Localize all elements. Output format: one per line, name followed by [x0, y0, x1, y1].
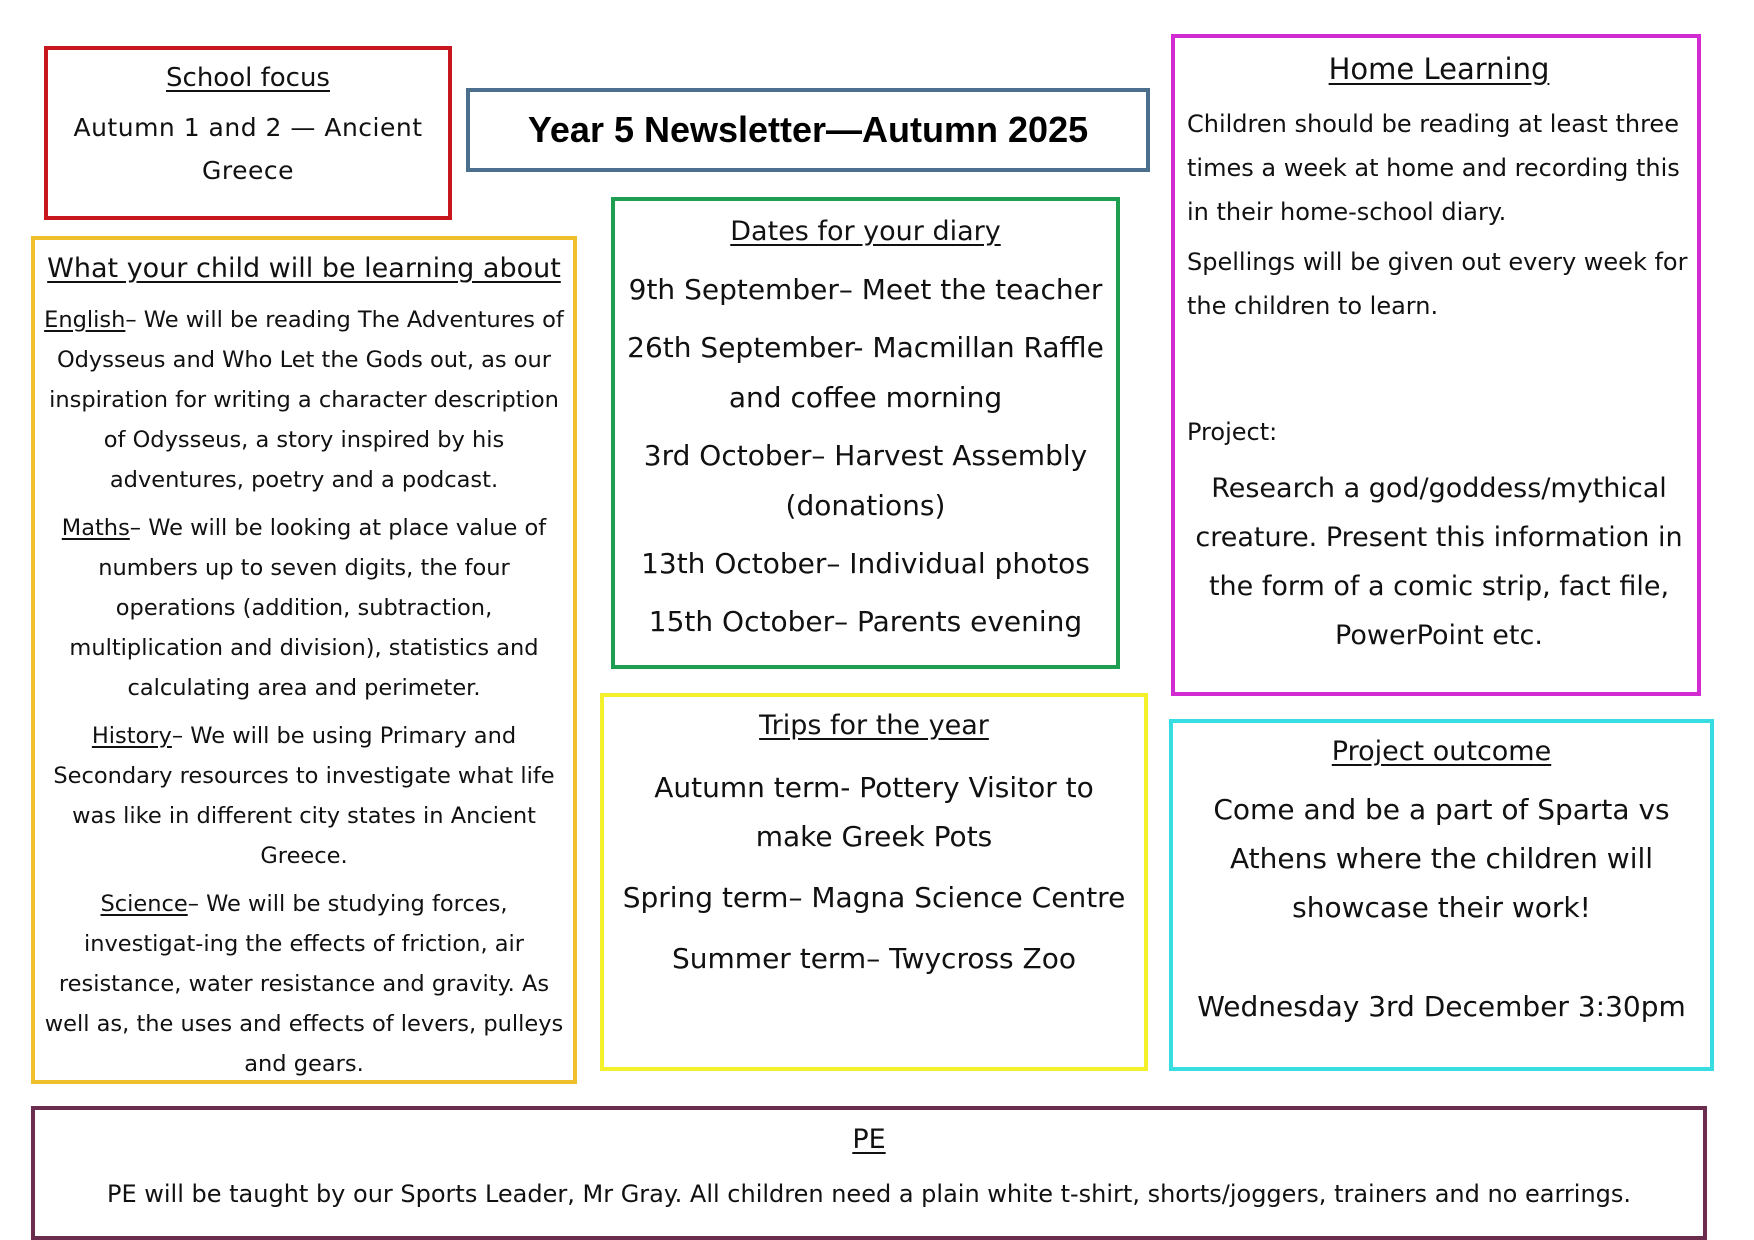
- subject-history: History: [91, 723, 172, 749]
- newsletter-title: Year 5 Newsletter—Autumn 2025: [527, 109, 1089, 150]
- learning-science: [41, 884, 567, 1084]
- subject-maths: Maths: [61, 515, 130, 541]
- trip-item: Summer term– Twycross Zoo: [672, 942, 1076, 975]
- project-outcome-box: [1169, 719, 1714, 1071]
- subject-english: English: [44, 307, 126, 333]
- learning-maths: [41, 508, 567, 708]
- pe-text: PE will be taught by our Sports Leader, Mr Gray. All children need a plain white t-shirt, shorts/joggers, trainers and no earrings.: [106, 1180, 1632, 1208]
- dates-box: [611, 197, 1120, 669]
- subject-science: Science: [100, 891, 188, 917]
- trips-heading: Trips for the year: [759, 710, 989, 741]
- home-learning-reading: Children should be reading at least three times a week at home and recording this in their home-school diary.: [1187, 110, 1680, 226]
- date-item: 3rd October– Harvest Assembly (donations): [643, 439, 1088, 522]
- english-text: – We will be reading The Adventures of Odysseus and Who Let the Gods out, as our inspiration for writing a character description of Odysseus, a story inspired by his adventures, poetry and a podcast.: [49, 307, 564, 493]
- pe-box: [31, 1106, 1707, 1240]
- home-learning-box: [1171, 34, 1701, 696]
- science-text: – We will be studying forces, investigat-ing the effects of friction, air resistance, water resistance and gravity. As well as, the uses and effects of levers, pulleys and gears.: [44, 891, 564, 1077]
- learning-history: [41, 716, 567, 876]
- school-focus-text: Autumn 1 and 2 — Ancient Greece: [73, 113, 423, 185]
- dates-heading: Dates for your diary: [730, 216, 1001, 247]
- learning-box: [31, 236, 577, 1084]
- pe-heading: PE: [852, 1124, 886, 1155]
- learning-english: [41, 300, 567, 500]
- history-text: – We will be using Primary and Secondary resources to investigate what life was like in different city states in Ancient Greece.: [53, 723, 555, 869]
- home-learning-spellings: Spellings will be given out every week for the children to learn.: [1187, 248, 1688, 320]
- school-focus-heading: School focus: [166, 63, 330, 93]
- date-item: 26th September- Macmillan Raffle and coffee morning: [627, 331, 1104, 414]
- maths-text: – We will be looking at place value of numbers up to seven digits, the four operations (addition, subtraction, multiplication and division), statistics and calculating area and perimeter.: [69, 515, 547, 701]
- trips-box: [600, 693, 1148, 1071]
- date-item: 13th October– Individual photos: [641, 547, 1090, 580]
- project-outcome-date: Wednesday 3rd December 3:30pm: [1197, 990, 1686, 1023]
- learning-heading: What your child will be learning about: [47, 253, 561, 284]
- project-outcome-text: Come and be a part of Sparta vs Athens where the children will showcase their work!: [1213, 793, 1670, 924]
- school-focus-box: [44, 46, 452, 220]
- date-item: 15th October– Parents evening: [648, 605, 1083, 638]
- home-learning-heading: Home Learning: [1328, 52, 1550, 86]
- trip-item: Autumn term- Pottery Visitor to make Greek Pots: [654, 771, 1094, 853]
- date-item: 9th September– Meet the teacher: [628, 273, 1103, 306]
- home-learning-project: Research a god/goddess/mythical creature. Present this information in the form of a comic strip, fact file, PowerPoint etc.: [1195, 473, 1683, 651]
- project-outcome-heading: Project outcome: [1331, 736, 1552, 767]
- home-learning-project-label: Project:: [1187, 418, 1278, 446]
- trip-item: Spring term– Magna Science Centre: [622, 881, 1126, 914]
- newsletter-title-box: [466, 88, 1150, 172]
